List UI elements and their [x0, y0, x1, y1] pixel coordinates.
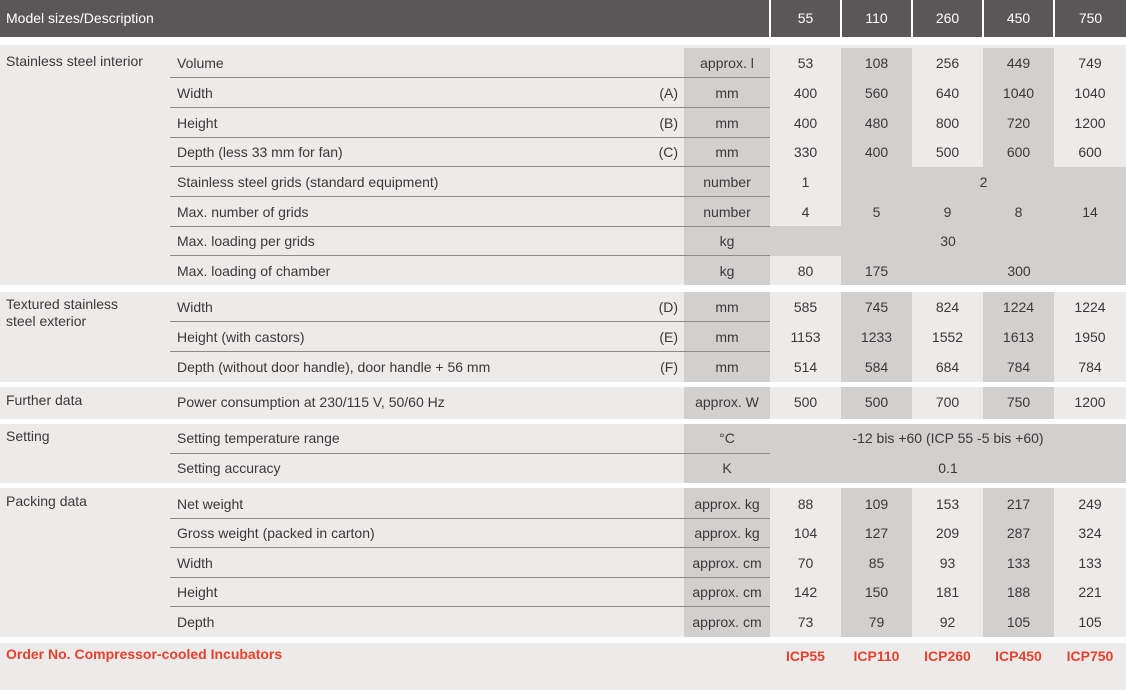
table-cell: 53: [797, 55, 814, 71]
table-cell: 800: [935, 115, 960, 131]
row-label: Max. loading per grids: [177, 233, 315, 249]
row-divider: [170, 577, 770, 578]
dimension-letter: (F): [660, 359, 678, 375]
section-divider: [0, 37, 1126, 45]
row-label: Volume: [177, 55, 224, 71]
table-cell: 256: [935, 55, 960, 71]
dimension-letter: (A): [659, 85, 678, 101]
row-unit: mm: [715, 299, 739, 315]
table-cell: 79: [868, 614, 885, 630]
table-cell: 1950: [1074, 329, 1106, 345]
table-cell: 88: [797, 496, 814, 512]
table-cell: 5: [872, 204, 881, 220]
row-unit: mm: [715, 359, 739, 375]
row-divider: [170, 77, 770, 78]
table-cell: 560: [864, 85, 889, 101]
table-cell: 85: [868, 555, 885, 571]
dimension-letter: (E): [659, 329, 678, 345]
table-cell: 105: [1078, 614, 1102, 630]
row-unit: °C: [719, 430, 735, 446]
row-unit: K: [722, 460, 732, 476]
row-label: Depth (without door handle), door handle + 56 mm: [177, 359, 491, 375]
table-cell: 92: [939, 614, 956, 630]
section-divider: [0, 483, 1126, 488]
row-divider: [170, 351, 770, 352]
table-cell: 1040: [1074, 85, 1106, 101]
row-divider: [170, 518, 770, 519]
row-label: Net weight: [177, 496, 244, 512]
section-divider: [0, 637, 1126, 643]
row-label: Gross weight (packed in carton): [177, 525, 375, 541]
merged-cell: 2: [979, 174, 988, 190]
table-cell: 1552: [931, 329, 964, 345]
row-unit: approx. l: [700, 55, 754, 71]
row-label: Max. number of grids: [177, 204, 309, 220]
table-cell: 9: [943, 204, 952, 220]
row-divider: [170, 606, 770, 607]
table-cell: 449: [1006, 55, 1031, 71]
table-cell: 150: [864, 584, 889, 600]
order-number: ICP55: [786, 648, 825, 664]
table-cell: 400: [793, 115, 818, 131]
group-label: Packing data: [6, 493, 87, 509]
row-unit: number: [703, 204, 751, 220]
table-header: [0, 0, 1126, 37]
table-cell: 330: [793, 144, 818, 160]
dimension-letter: (C): [658, 144, 678, 160]
dimension-letter: (D): [658, 299, 678, 315]
table-cell: 217: [1006, 496, 1031, 512]
row-unit: kg: [719, 233, 735, 249]
section-divider: [0, 382, 1126, 387]
row-divider: [170, 107, 770, 108]
table-cell: 181: [935, 584, 960, 600]
table-cell: 142: [793, 584, 818, 600]
header-model: 55: [797, 10, 814, 26]
header-model: 450: [1006, 10, 1031, 26]
table-cell: 584: [864, 359, 889, 375]
table-cell: 249: [1078, 496, 1102, 512]
row-divider: [170, 321, 770, 322]
order-number: ICP260: [924, 648, 971, 664]
row-divider: [170, 196, 770, 197]
table-cell: 175: [864, 263, 889, 279]
table-cell: 750: [1006, 394, 1031, 410]
table-cell: 80: [797, 263, 814, 279]
table-cell: 127: [864, 525, 889, 541]
group-label: Stainless steel interior: [6, 53, 143, 69]
group-label: Textured stainless steel exterior: [6, 296, 119, 329]
table-cell: 108: [864, 55, 889, 71]
merged-cell: 300: [1007, 263, 1031, 279]
row-unit: number: [703, 174, 751, 190]
table-cell: 1200: [1074, 394, 1106, 410]
table-cell: 514: [793, 359, 818, 375]
row-label: Stainless steel grids (standard equipment): [177, 174, 439, 190]
table-cell: 70: [797, 555, 814, 571]
table-cell: 400: [864, 144, 889, 160]
table-cell: 1200: [1074, 115, 1106, 131]
table-cell: 400: [793, 85, 818, 101]
table-cell: 585: [793, 299, 818, 315]
order-number: ICP450: [995, 648, 1042, 664]
table-cell: 93: [939, 555, 956, 571]
row-unit: approx. cm: [692, 614, 762, 630]
table-cell: 209: [935, 525, 960, 541]
row-label: Width: [177, 85, 213, 101]
row-divider: [170, 453, 770, 454]
table-cell: 600: [1006, 144, 1031, 160]
row-label: Height: [177, 584, 218, 600]
merged-cell: 0.1: [938, 460, 958, 476]
table-cell: 105: [1006, 614, 1031, 630]
table-cell: 700: [935, 394, 960, 410]
row-unit: approx. cm: [692, 555, 762, 571]
row-label: Setting temperature range: [177, 430, 340, 446]
row-unit: mm: [715, 115, 739, 131]
table-cell: 1233: [860, 329, 893, 345]
table-cell: 324: [1078, 525, 1102, 541]
table-cell: 1: [801, 174, 810, 190]
table-cell: 1224: [1002, 299, 1035, 315]
table-cell: 480: [864, 115, 889, 131]
header-title: Model sizes/Description: [6, 10, 154, 26]
order-number: ICP110: [853, 648, 900, 664]
table-cell: 745: [864, 299, 889, 315]
table-cell: 109: [864, 496, 889, 512]
row-label: Height (with castors): [177, 329, 305, 345]
row-label: Power consumption at 230/115 V, 50/60 Hz: [177, 394, 445, 410]
header-model: 750: [1078, 10, 1103, 26]
row-unit: approx. kg: [694, 525, 760, 541]
table-cell: 600: [1078, 144, 1102, 160]
table-cell: 4: [801, 204, 810, 220]
header-model: 110: [865, 10, 888, 26]
table-cell: 824: [935, 299, 960, 315]
order-title: Order No. Compressor-cooled Incubators: [6, 646, 283, 662]
row-divider: [170, 226, 770, 227]
table-cell: 1613: [1002, 329, 1035, 345]
row-unit: mm: [715, 85, 739, 101]
table-cell: 784: [1078, 359, 1102, 375]
table-cell: 153: [935, 496, 960, 512]
table-cell: 73: [797, 614, 814, 630]
table-cell: 1224: [1074, 299, 1106, 315]
merged-cell: 30: [940, 233, 956, 249]
table-cell: 287: [1006, 525, 1031, 541]
table-cell: 784: [1006, 359, 1031, 375]
header-model: 260: [935, 10, 960, 26]
order-number: ICP750: [1066, 648, 1114, 664]
table-cell: 133: [1078, 555, 1102, 571]
row-unit: approx. kg: [694, 496, 760, 512]
table-cell: 221: [1078, 584, 1102, 600]
table-cell: 188: [1006, 584, 1031, 600]
table-cell: 500: [793, 394, 818, 410]
section-divider: [0, 285, 1126, 292]
row-divider: [170, 547, 770, 548]
row-label: Depth (less 33 mm for fan): [177, 144, 343, 160]
row-label: Width: [177, 555, 213, 571]
row-label: Depth: [177, 614, 215, 630]
table-cell: 133: [1006, 555, 1031, 571]
table-cell: 104: [793, 525, 818, 541]
row-unit: approx. W: [695, 394, 759, 410]
table-cell: 500: [864, 394, 889, 410]
table-cell: 1153: [790, 329, 821, 345]
table-cell: 1040: [1002, 85, 1035, 101]
merged-cell: -12 bis +60 (ICP 55 -5 bis +60): [852, 430, 1044, 446]
table-cell: 749: [1078, 55, 1102, 71]
group-label: Further data: [6, 392, 83, 408]
table-cell: 8: [1014, 204, 1023, 220]
row-unit: kg: [719, 263, 735, 279]
row-divider: [170, 166, 770, 167]
table-cell: 640: [935, 85, 960, 101]
dimension-letter: (B): [659, 115, 678, 131]
group-label: Setting: [6, 428, 50, 444]
table-cell: 14: [1082, 204, 1098, 220]
row-divider: [170, 255, 770, 256]
table-cell: 684: [935, 359, 960, 375]
table-cell: 500: [935, 144, 960, 160]
row-unit: mm: [715, 329, 739, 345]
row-label: Setting accuracy: [177, 460, 281, 476]
section-divider: [0, 419, 1126, 424]
row-unit: approx. cm: [692, 584, 762, 600]
row-label: Max. loading of chamber: [177, 263, 331, 279]
row-divider: [170, 137, 770, 138]
row-unit: mm: [715, 144, 739, 160]
row-label: Width: [177, 299, 213, 315]
table-cell: 720: [1006, 115, 1031, 131]
row-label: Height: [177, 115, 218, 131]
